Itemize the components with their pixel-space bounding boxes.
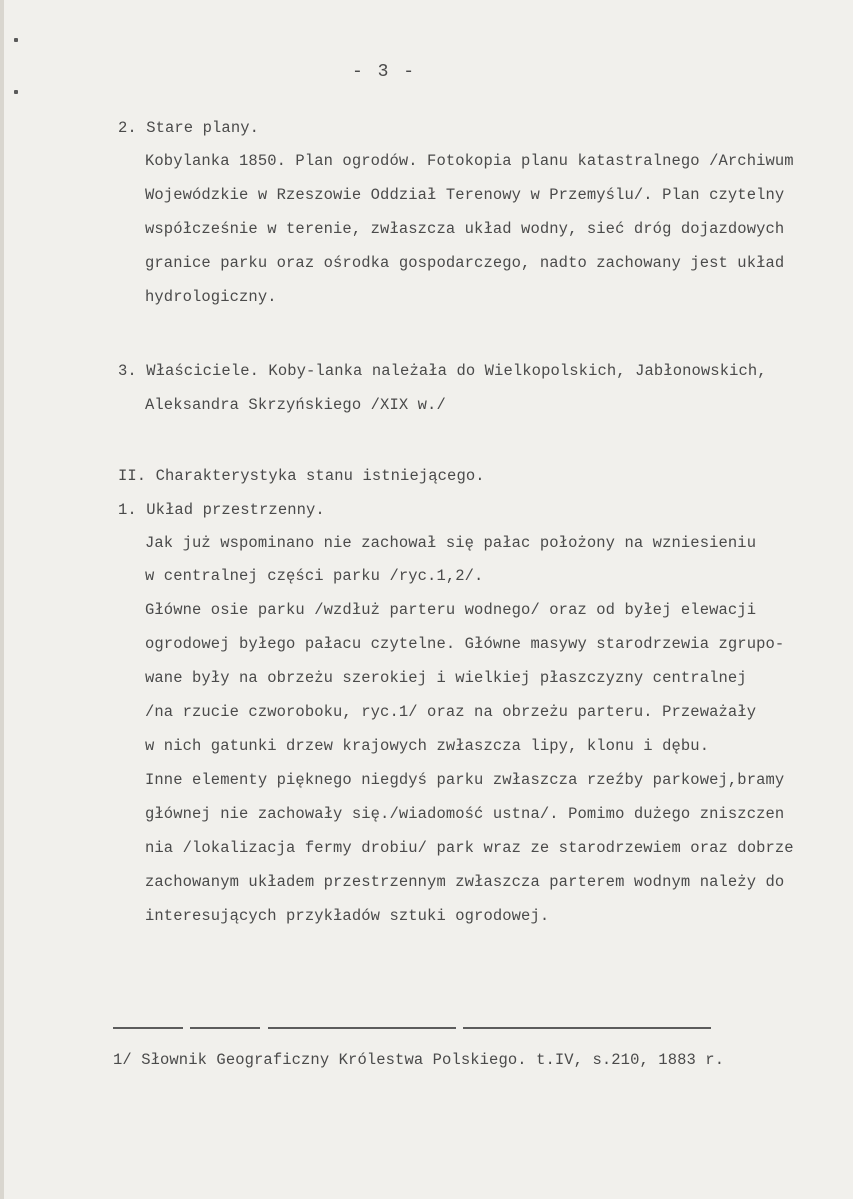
- text-line: Główne osie parku /wzdłuż parteru wodnego/ oraz od byłej elewacji: [145, 601, 757, 619]
- text-line: Inne elementy pięknego niegdyś parku zwłaszcza rzeźby parkowej,bramy: [145, 771, 785, 789]
- paper-edge: [0, 0, 4, 1199]
- text-line: /na rzucie czworoboku, ryc.1/ oraz na obrzeżu parteru. Przeważały: [145, 703, 757, 721]
- text-line: nia /lokalizacja fermy drobiu/ park wraz ze starodrzewiem oraz dobrze: [145, 839, 794, 857]
- text-line: wane były na obrzeżu szerokiej i wielkiej płaszczyzny centralnej: [145, 669, 747, 687]
- punch-mark: [14, 90, 18, 94]
- text-line: współcześnie w terenie, zwłaszcza układ wodny, sieć dróg dojazdowych: [145, 220, 785, 238]
- footnote-rule: [190, 1027, 260, 1029]
- footnote: 1/ Słownik Geograficzny Królestwa Polskiego. t.IV, s.210, 1883 r.: [113, 1051, 725, 1069]
- text-line: Aleksandra Skrzyńskiego /XIX w./: [145, 396, 446, 414]
- text-line: Kobylanka 1850. Plan ogrodów. Fotokopia planu katastralnego /Archiwum: [145, 152, 794, 170]
- text-line: interesujących przykładów sztuki ogrodowej.: [145, 907, 550, 925]
- page-number: - 3 -: [352, 62, 417, 82]
- text-line: Wojewódzkie w Rzeszowie Oddział Terenowy w Przemyślu/. Plan czytelny: [145, 186, 785, 204]
- footnote-rule: [268, 1027, 456, 1029]
- sub-heading: 1. Układ przestrzenny.: [118, 501, 325, 519]
- text-line: zachowanym układem przestrzennym zwłaszcza parterem wodnym należy do: [145, 873, 785, 891]
- text-line: w nich gatunki drzew krajowych zwłaszcza lipy, klonu i dębu.: [145, 737, 710, 755]
- punch-mark: [14, 38, 18, 42]
- text-line: granice parku oraz ośrodka gospodarczego, nadto zachowany jest układ: [145, 254, 785, 272]
- text-line: głównej nie zachowały się./wiadomość ustna/. Pomimo dużego zniszczen: [145, 805, 785, 823]
- section-heading: II. Charakterystyka stanu istniejącego.: [118, 467, 485, 485]
- text-line: w centralnej części parku /ryc.1,2/.: [145, 567, 484, 585]
- text-line: 3. Właściciele. Koby-lanka należała do Wielkopolskich, Jabłonowskich,: [118, 362, 767, 380]
- section-heading: 2. Stare plany.: [118, 119, 260, 137]
- footnote-rule: [113, 1027, 183, 1029]
- text-line: hydrologiczny.: [145, 288, 277, 306]
- footnote-rule: [463, 1027, 711, 1029]
- text-line: Jak już wspominano nie zachował się pałac położony na wzniesieniu: [145, 534, 757, 552]
- text-line: ogrodowej byłego pałacu czytelne. Główne masywy starodrzewia zgrupo-: [145, 635, 785, 653]
